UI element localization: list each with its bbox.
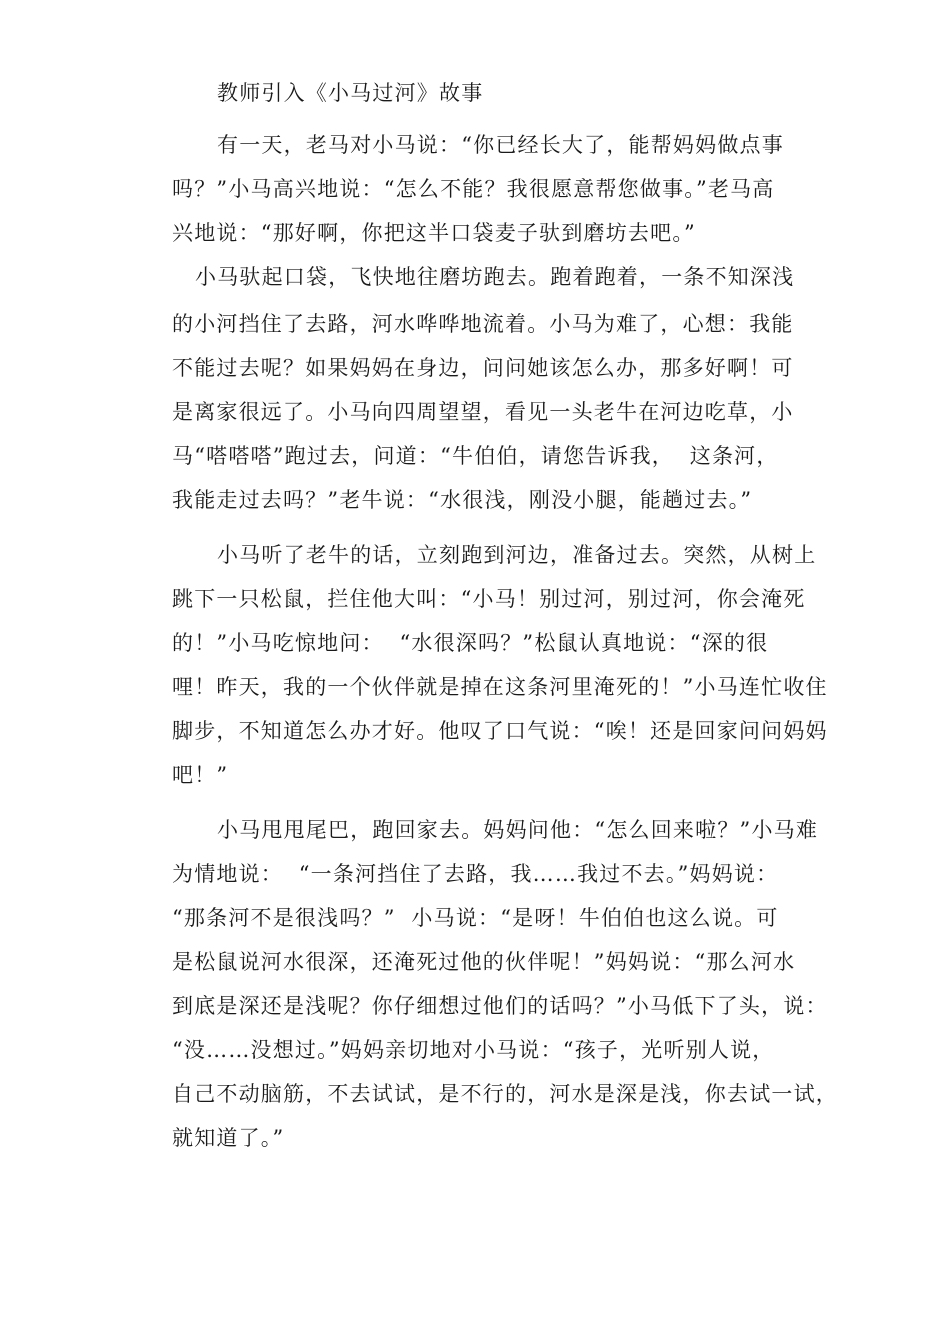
paragraph-3-line-5: 脚步，不知道怎么办才好。他叹了口气说：“唉！还是回家问问妈妈 (172, 719, 828, 743)
paragraph-4-line-7: 自己不动脑筋，不去试试，是不行的，河水是深是浅，你去试一试， (172, 1082, 838, 1106)
paragraph-1-line-1: 有一天，老马对小马说：“你已经长大了，能帮妈妈做点事 (217, 133, 784, 157)
paragraph-3-line-3: 的！”小马吃惊地问： “水很深吗？”松鼠认真地说：“深的很 (172, 631, 769, 655)
paragraph-4-line-1: 小马甩甩尾巴，跑回家去。妈妈问他：“怎么回来啦？”小马难 (217, 818, 819, 842)
paragraph-4-line-5: 到底是深还是浅呢？你仔细想过他们的话吗？”小马低下了头，说： (172, 994, 828, 1018)
paragraph-2-line-4: 是离家很远了。小马向四周望望，看见一头老牛在河边吃草，小 (172, 400, 794, 424)
paragraph-2-line-6: 我能走过去吗？”老牛说：“水很浅，刚没小腿，能趟过去。” (172, 488, 753, 512)
paragraph-2-line-5: 马“嗒嗒嗒”跑过去，问道：“牛伯伯，请您告诉我， 这条河， (172, 444, 779, 468)
paragraph-4-line-3: “那条河不是很浅吗？” 小马说：“是呀！牛伯伯也这么说。可 (172, 906, 779, 930)
paragraph-4-line-8: 就知道了。” (172, 1126, 285, 1150)
document-heading: 教师引入《小马过河》故事 (217, 81, 484, 105)
paragraph-2-line-3: 不能过去呢？如果妈妈在身边，问问她该怎么办，那多好啊！可 (172, 356, 794, 380)
paragraph-4-line-6: “没……没想过。”妈妈亲切地对小马说：“孩子，光听别人说， (172, 1038, 775, 1062)
paragraph-3-line-6: 吧！” (172, 763, 229, 787)
paragraph-3-line-1: 小马听了老牛的话，立刻跑到河边，准备过去。突然，从树上 (217, 543, 817, 567)
paragraph-1-line-3: 兴地说：“那好啊，你把这半口袋麦子驮到磨坊去吧。” (172, 221, 696, 245)
paragraph-4-line-4: 是松鼠说河水很深，还淹死过他的伙伴呢！”妈妈说：“那么河水 (172, 950, 796, 974)
paragraph-2-line-2: 的小河挡住了去路，河水哗哗地流着。小马为难了，心想：我能 (172, 312, 794, 336)
paragraph-3-line-4: 哩！昨天，我的一个伙伴就是掉在这条河里淹死的！”小马连忙收住 (172, 675, 828, 699)
paragraph-4-line-2: 为情地说： “一条河挡住了去路，我……我过不去。”妈妈说： (172, 862, 779, 886)
paragraph-1-line-2: 吗？”小马高兴地说：“怎么不能？我很愿意帮您做事。”老马高 (172, 177, 775, 201)
paragraph-3-line-2: 跳下一只松鼠，拦住他大叫：“小马！别过河，别过河，你会淹死 (172, 587, 806, 611)
paragraph-2-line-1: 小马驮起口袋，飞快地往磨坊跑去。跑着跑着，一条不知深浅 (195, 265, 795, 289)
